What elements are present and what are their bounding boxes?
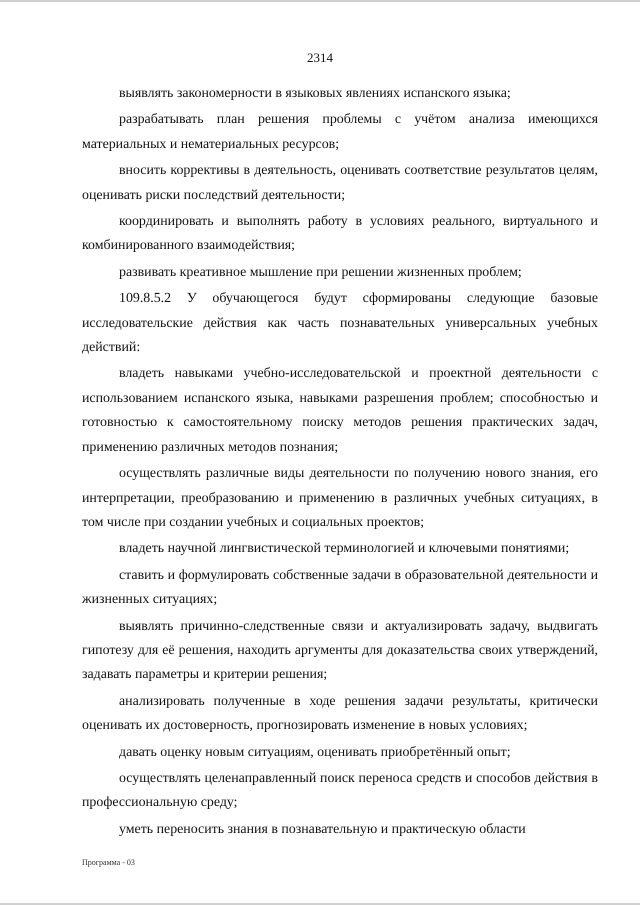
- paragraph: выявлять причинно-следственные связи и актуализировать задачу, выдвигать гипотезу для её решения, находить аргументы для доказательства своих утверждений, задавать параметры и критерии решения;: [82, 618, 598, 683]
- paragraph: разрабатывать план решения проблемы с учётом анализа имеющихся материальных и нематериальных ресурсов;: [82, 112, 598, 152]
- paragraph: давать оценку новым ситуациям, оценивать приобретённый опыт;: [119, 744, 511, 760]
- paragraph: осуществлять различные виды деятельности по получению нового знания, его интерпретации, преобразованию и применению в различных учебных ситуациях, в том числе при создании учебных и социальных проектов;: [82, 466, 598, 530]
- paragraph: владеть навыками учебно-исследовательской и проектной деятельности с использованием испанского языка, навыками разрешения проблем; способностью и готовностью к самостоятельному поиску методов решения практических задач, применению различных методов познания;: [82, 366, 598, 455]
- paragraph: координировать и выполнять работу в условиях реального, виртуального и комбинированного взаимодействия;: [82, 214, 598, 254]
- paragraph: выявлять закономерности в языковых явлениях испанского языка;: [119, 86, 511, 101]
- paragraph: анализировать полученные в ходе решения задачи результаты, критически оценивать их достоверность, прогнозировать изменение в новых условиях;: [82, 693, 598, 734]
- section-heading-paragraph: 109.8.5.2 У обучающегося будут сформированы следующие базовые исследовательские действия как часть познавательных универсальных учебных действий:: [82, 291, 598, 356]
- paragraph: ставить и формулировать собственные задачи в образовательной деятельности и жизненных ситуациях;: [82, 567, 598, 608]
- paragraph: владеть научной лингвистической терминологией и ключевыми понятиями;: [119, 541, 570, 557]
- page-number: 2314: [307, 50, 333, 65]
- paragraph: уметь переносить знания в познавательную и практическую области: [119, 821, 526, 837]
- paragraph: развивать креативное мышление при решении жизненных проблем;: [119, 264, 522, 280]
- page-top-edge: [0, 0, 640, 2]
- page-footer: Программа - 03: [82, 858, 135, 867]
- document-body: [82, 82, 598, 844]
- paragraph: вносить коррективы в деятельность, оценивать соответствие результатов целям, оценивать риски последствий деятельности;: [82, 163, 598, 203]
- paragraph: осуществлять целенаправленный поиск переноса средств и способов действия в профессиональную среду;: [82, 770, 598, 811]
